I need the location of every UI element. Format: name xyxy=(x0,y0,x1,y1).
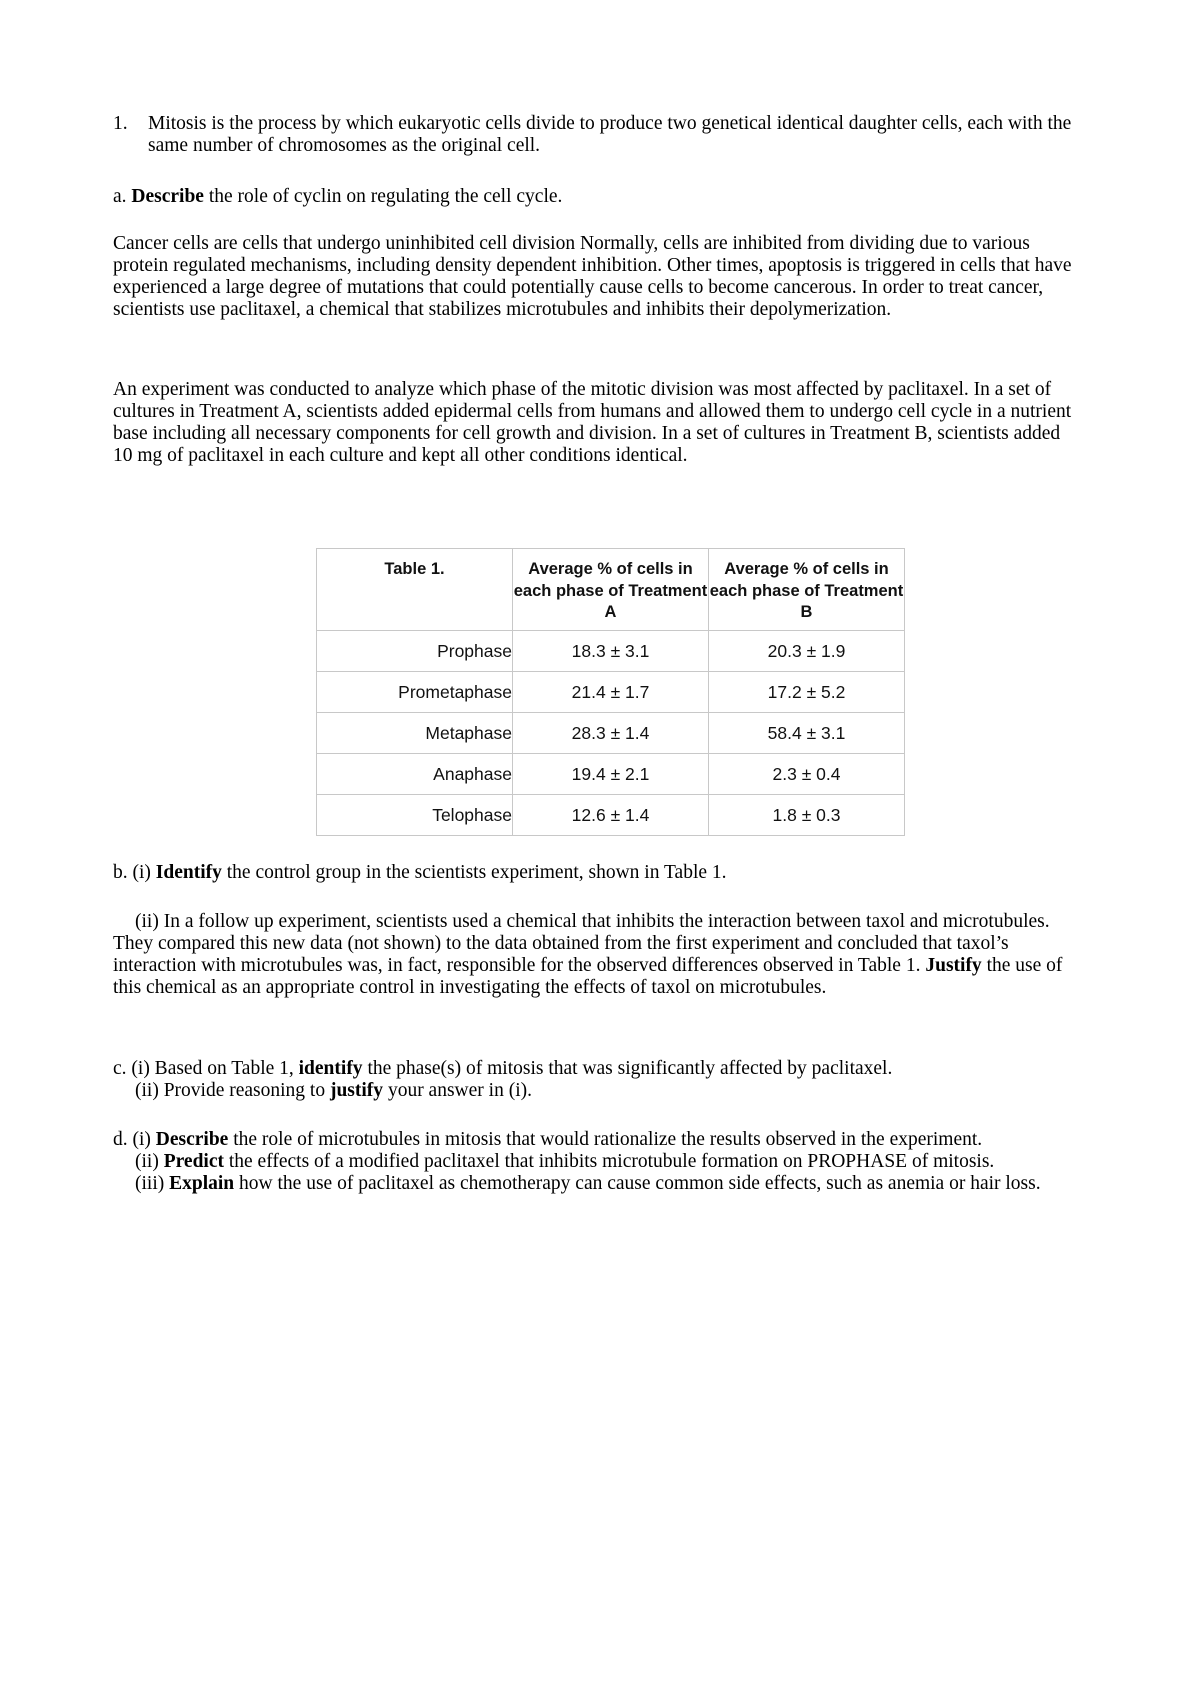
treatment-a-value: 12.6 ± 1.4 xyxy=(513,795,709,836)
part-b-ii-verb: Justify xyxy=(925,955,982,976)
part-d-ii-text: the effects of a modified paclitaxel that inhibits microtubule formation on PROPHASE of mitosis. xyxy=(223,1151,995,1172)
part-a-text: the role of cyclin on regulating the cell cycle. xyxy=(203,186,563,207)
part-b-i-prefix: b. (i) xyxy=(113,862,156,883)
question-number: 1. xyxy=(113,113,128,134)
part-c-ii-prefix: (ii) Provide reasoning to xyxy=(135,1080,330,1101)
part-c-ii xyxy=(113,1080,1083,1102)
phase-label: Metaphase xyxy=(317,713,513,754)
experiment-paragraph: An experiment was conducted to analyze which phase of the mitotic division was most affected by paclitaxel. In a set of cultures in Treatment A, scientists added epidermal cells from humans and allowed them to undergo cell cycle in a nutrient base including all necessary components for cell growth and division. In a set of cultures in Treatment B, scientists added 10 mg of paclitaxel in each culture and kept all other conditions identical. xyxy=(113,379,1072,466)
part-b-ii-prompt xyxy=(113,911,1083,999)
treatment-b-value: 1.8 ± 0.3 xyxy=(709,795,905,836)
treatment-a-value: 19.4 ± 2.1 xyxy=(513,754,709,795)
part-a-verb: Describe xyxy=(131,186,204,207)
table-row xyxy=(317,795,905,836)
table-row xyxy=(317,713,905,754)
part-b-i-verb: Identify xyxy=(155,862,222,883)
part-d-i-text: the role of microtubules in mitosis that would rationalize the results observed in the experiment. xyxy=(228,1129,983,1150)
part-c-i-text: the phase(s) of mitosis that was significantly affected by paclitaxel. xyxy=(362,1058,893,1079)
intro-text: Mitosis is the process by which eukaryotic cells divide to produce two genetical identical daughter cells, each with the same number of chromosomes as the original cell. xyxy=(148,113,1072,156)
table-1-container xyxy=(316,548,905,836)
part-d-i-prefix: d. (i) xyxy=(113,1129,156,1150)
part-b-ii-prefix: (ii) In a follow up experiment, scientists used a chemical that inhibits the interaction between taxol and microtubules. They compared this new data (not shown) to the data obtained from the first experiment and concluded that taxol’s interaction with microtubules was, in fact, responsible for the observed differences observed in Table 1. xyxy=(113,911,1050,976)
header-treatment-a: Average % of cells in each phase of Treatment A xyxy=(513,549,709,631)
part-a-prompt xyxy=(113,186,1083,208)
treatment-b-value: 2.3 ± 0.4 xyxy=(709,754,905,795)
part-c-i-prefix: c. (i) Based on Table 1, xyxy=(113,1058,299,1079)
part-d-ii-verb: Predict xyxy=(163,1151,224,1172)
part-b-i-text: the control group in the scientists experiment, shown in Table 1. xyxy=(221,862,727,883)
part-c-ii-verb: justify xyxy=(329,1080,384,1101)
part-c-i xyxy=(113,1058,1083,1080)
phase-label: Prometaphase xyxy=(317,672,513,713)
table-row xyxy=(317,754,905,795)
table-header-row xyxy=(317,549,905,631)
part-d-i xyxy=(113,1129,1083,1151)
part-c-ii-text: your answer in (i). xyxy=(383,1080,532,1101)
background-paragraph-cancer: Cancer cells are cells that undergo uninhibited cell division Normally, cells are inhibited from dividing due to various protein regulated mechanisms, including density dependent inhibition. Other times, apoptosis is triggered in cells that have experienced a large degree of mutations that could potentially cause cells to become cancerous. In order to treat cancer, scientists use paclitaxel, a chemical that stabilizes microtubules and inhibits their depolymerization. xyxy=(113,233,1072,320)
table-caption: Table 1. xyxy=(317,549,513,631)
treatment-a-value: 18.3 ± 3.1 xyxy=(513,631,709,672)
question-1-intro xyxy=(113,113,1093,157)
part-a-label: a. xyxy=(113,186,127,207)
part-d-ii-prefix: (ii) xyxy=(135,1151,164,1172)
phase-label: Anaphase xyxy=(317,754,513,795)
phase-label: Telophase xyxy=(317,795,513,836)
phase-label: Prophase xyxy=(317,631,513,672)
part-d-prompt xyxy=(113,1129,1083,1195)
part-c-i-verb: identify xyxy=(298,1058,363,1079)
treatment-a-value: 28.3 ± 1.4 xyxy=(513,713,709,754)
treatment-b-value: 20.3 ± 1.9 xyxy=(709,631,905,672)
part-d-ii xyxy=(113,1151,1083,1173)
part-d-i-verb: Describe xyxy=(155,1129,229,1150)
treatment-a-value: 21.4 ± 1.7 xyxy=(513,672,709,713)
part-b-ii-text: the use of this chemical as an appropriate control in investigating the effects of taxol on microtubules. xyxy=(113,955,1063,998)
data-table xyxy=(316,548,905,836)
part-d-iii-prefix: (iii) xyxy=(135,1173,170,1194)
part-b-i-prompt xyxy=(113,862,1083,884)
treatment-b-value: 17.2 ± 5.2 xyxy=(709,672,905,713)
part-c-prompt xyxy=(113,1058,1083,1102)
header-treatment-b: Average % of cells in each phase of Treatment B xyxy=(709,549,905,631)
part-d-iii-text: how the use of paclitaxel as chemotherapy can cause common side effects, such as anemia or hair loss. xyxy=(234,1173,1041,1194)
table-row xyxy=(317,631,905,672)
part-d-iii-verb: Explain xyxy=(169,1173,235,1194)
part-d-iii xyxy=(113,1173,1083,1195)
treatment-b-value: 58.4 ± 3.1 xyxy=(709,713,905,754)
table-row xyxy=(317,672,905,713)
